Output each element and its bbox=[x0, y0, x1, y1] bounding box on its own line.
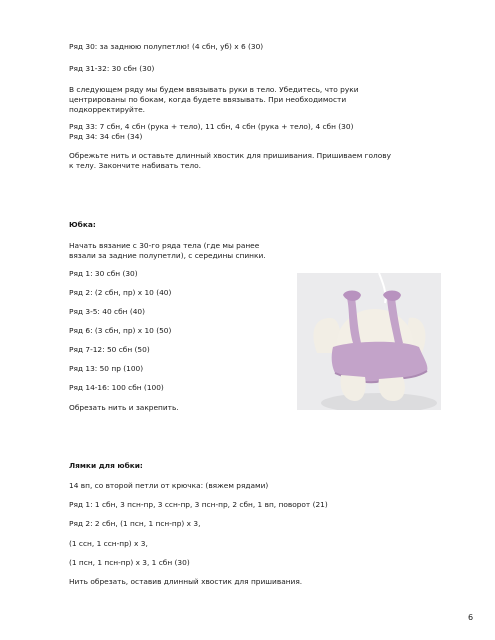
skirt-row: Ряд 13: 50 пр (100) bbox=[69, 364, 144, 373]
toy-photo bbox=[297, 273, 441, 410]
finish-line-2: к телу. Закончите набивать тело. bbox=[69, 161, 201, 170]
straps-line-5: (1 псн, 1 псн-пр) х 3, 1 сбн (30) bbox=[69, 558, 190, 567]
skirt-row: Ряд 14-16: 100 сбн (100) bbox=[69, 383, 164, 392]
finish-line-1: Обрежьте нить и оставьте длинный хвостик для пришивания. Пришиваем голову bbox=[69, 151, 392, 160]
straps-line-4: (1 ссн, 1 ссн-пр) х 3, bbox=[69, 539, 148, 548]
page-number: 6 bbox=[468, 613, 474, 622]
straps-heading: Лямки для юбки: bbox=[69, 461, 143, 470]
skirt-row: Ряд 6: (3 сбн, пр) х 10 (50) bbox=[69, 326, 172, 335]
straps-line-3: Ряд 2: 2 сбн, (1 псн, 1 псн-пр) х 3, bbox=[69, 519, 201, 528]
note-line-3: подкорректируйте. bbox=[69, 105, 146, 114]
skirt-heading: Юбка: bbox=[69, 220, 96, 229]
straps-line-2: Ряд 1: 1 сбн, 3 псн-пр, 3 ссн-пр, 3 псн-пр, 2 сбн, 1 вп, поворот (21) bbox=[69, 500, 328, 509]
straps-line-1: 14 вп, со второй петли от крючка: (вяжем рядами) bbox=[69, 481, 269, 490]
skirt-row: Ряд 7-12: 50 сбн (50) bbox=[69, 345, 150, 354]
skirt-intro-2: вязали за задние полупетли), с середины спинки. bbox=[69, 251, 266, 260]
row-30: Ряд 30: за заднюю полупетлю! (4 сбн, уб) х 6 (30) bbox=[69, 42, 264, 51]
note-line-1: В следующем ряду мы будем ввязывать руки в тело. Убедитесь, что руки bbox=[69, 85, 359, 94]
note-line-2: центрированы по бокам, когда будете ввязывать. При необходимости bbox=[69, 95, 347, 104]
straps-line-6: Нить обрезать, оставив длинный хвостик для пришивания. bbox=[69, 577, 303, 586]
skirt-row: Ряд 2: (2 сбн, пр) х 10 (40) bbox=[69, 288, 172, 297]
skirt-row: Ряд 1: 30 сбн (30) bbox=[69, 269, 138, 278]
row-33: Ряд 33: 7 сбн, 4 сбн (рука + тело), 11 сбн, 4 сбн (рука + тело), 4 сбн (30) bbox=[69, 122, 354, 131]
skirt-finish: Обрезать нить и закрепить. bbox=[69, 403, 179, 412]
skirt-row: Ряд 3-5: 40 сбн (40) bbox=[69, 307, 145, 316]
row-31-32: Ряд 31-32: 30 сбн (30) bbox=[69, 64, 155, 73]
row-34: Ряд 34: 34 сбн (34) bbox=[69, 132, 143, 141]
skirt-intro-1: Начать вязание с 30-го ряда тела (где мы ранее bbox=[69, 241, 260, 250]
toy-illustration bbox=[297, 273, 441, 410]
